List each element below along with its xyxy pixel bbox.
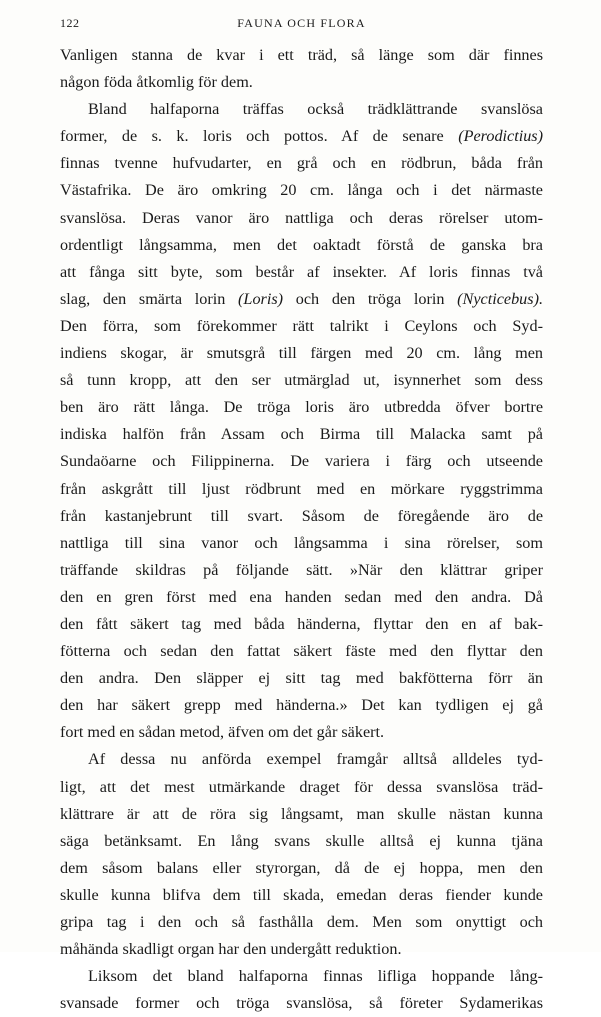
text-line: Bland halfaporna träffas också trädklättrande svanslösa	[88, 100, 543, 119]
text-line: skulle kunna blifva dem till skada, emedan deras fiender kunde	[60, 885, 543, 904]
text-line: Af dessa nu anförda exempel framgår alltså alldeles tyd-	[88, 750, 543, 769]
italic-term: (Perodictius)	[458, 127, 543, 146]
text-line: klättrare är att de röra sig långsamt, man skulle nästan kunna	[60, 804, 543, 823]
text-line: någon föda åtkomlig för dem.	[60, 73, 253, 92]
text-line: Den förra, som förekommer rätt talrikt i Ceylons och Syd-	[60, 316, 543, 335]
text-line: slag, den smärta lorin (Loris) och den tröga lorin (Nycticebus).	[60, 289, 544, 308]
text-line: träffande skildras på följande sätt. »När den klättrar griper	[60, 560, 543, 579]
text-line: svansade former och tröga svanslösa, så företer Sydamerikas	[60, 994, 543, 1013]
italic-term: (Loris)	[238, 289, 284, 308]
text-line: den en gren först med ena handen sedan med den andra. Då	[60, 587, 543, 606]
text-line: finnas tvenne hufvudarter, en grå och en rödbrun, båda från	[60, 154, 543, 173]
text-line: att fånga sitt byte, som består af insekter. Af loris finnas två	[60, 262, 543, 281]
text-line: nattliga till sina vanor och långsamma i sina rörelser, som	[60, 533, 543, 552]
text-line: den fått säkert tag med båda händerna, flyttar den en af bak-	[60, 614, 543, 633]
text-line: ligt, att det mest utmärkande draget för dessa svanslösa träd-	[60, 777, 543, 796]
text-line: så tunn kropp, att den ser utmärglad ut, isynnerhet som dess	[60, 371, 543, 390]
text-line: ben äro rätt långa. De tröga loris äro utbredda öfver bortre	[60, 398, 543, 417]
text-line: från askgrått till ljust rödbrunt med en mörkare ryggstrimma	[60, 479, 543, 498]
body-text	[60, 42, 543, 1017]
text-line: dem såsom balans eller styrorgan, då de ej hoppa, men den	[60, 858, 543, 877]
running-title: FAUNA OCH FLORA	[237, 16, 366, 30]
text-line: Liksom det bland halfaporna finnas lifliga hoppande lång-	[88, 967, 543, 986]
text-line: Vanligen stanna de kvar i ett träd, så länge som där finnes	[60, 46, 543, 64]
text-line: indiska halfön från Assam och Birma till Malacka samt på	[60, 425, 543, 444]
text-line: den andra. Den släpper ej sitt tag med bakfötterna förr än	[60, 669, 543, 688]
page-header	[60, 16, 543, 32]
text-line: Västafrika. De äro omkring 20 cm. långa och i det närmaste	[60, 181, 543, 200]
text-line: fort med en sådan metod, äfven om det går säkert.	[60, 723, 385, 742]
text-line: den har säkert grepp med händerna.» Det kan tydligen ej gå	[60, 696, 543, 715]
text-line: Sundaöarne och Filippinerna. De variera i färg och utseende	[60, 452, 543, 471]
text-line: former, de s. k. loris och pottos. Af de senare (Perodictius)	[60, 127, 543, 146]
page-number: 122	[60, 16, 80, 30]
italic-term: (Nycticebus).	[457, 289, 544, 308]
text-line: från kastanjebrunt till svart. Såsom de föregående äro de	[60, 506, 543, 525]
text-line: fötterna och sedan den fattat säkert fäste med den flyttar den	[60, 642, 543, 661]
text-line: ordentligt långsamma, men det oaktadt förstå de ganska bra	[60, 235, 543, 254]
text-line: gripa tag i den och så fasthålla dem. Men som onyttigt och	[60, 913, 543, 931]
text-line: måhända skadligt organ har den undergått reduktion.	[60, 940, 402, 959]
text-line: svanslösa. Deras vanor äro nattliga och deras rörelser utom-	[60, 208, 543, 227]
text-line: säga betänksamt. En lång svans skulle alltså ej kunna tjäna	[60, 831, 543, 850]
text-line: indiens skogar, är smutsgrå till färgen med 20 cm. lång men	[60, 344, 543, 363]
